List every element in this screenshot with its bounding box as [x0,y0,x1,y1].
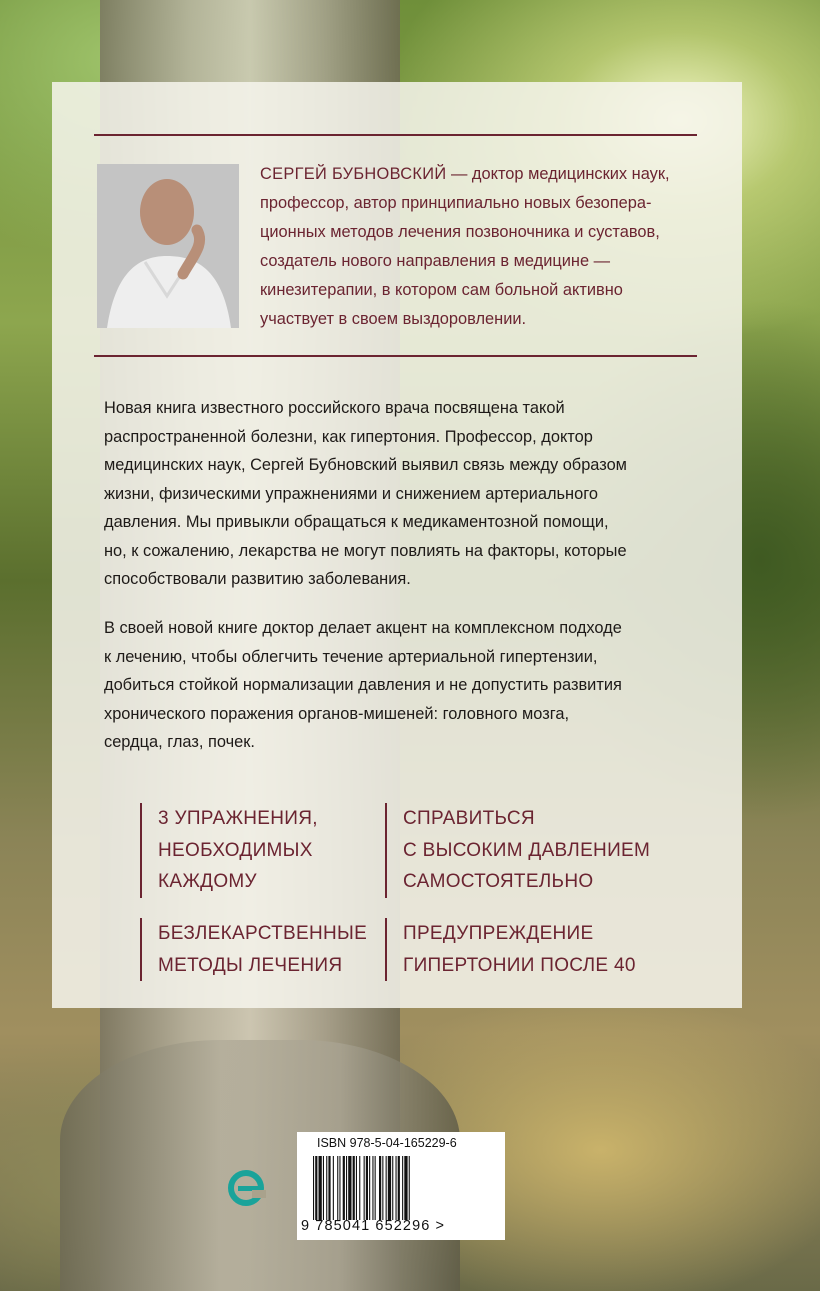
bio-line: участвует в своем выздоровлении. [260,310,527,328]
bio-line: — доктор медицинских наук, [446,165,670,183]
publisher-logo-icon [226,1168,266,1208]
barcode-bar [404,1156,407,1220]
paragraph-line: Новая книга известного российского врача посвящена такой [104,399,565,417]
barcode-bar [323,1156,324,1220]
description-paragraph-1 [104,394,714,594]
paragraph-line: способствовали развитию заболевания. [104,570,411,588]
paragraph-line: медицинских наук, Сергей Бубновский выявил связь между образом [104,456,627,474]
feature-prevention [385,918,636,981]
paragraph-line: добиться стойкой нормализации давления и не допустить развития [104,676,622,694]
barcode-bar [333,1156,334,1220]
barcode-bars [313,1156,491,1220]
barcode-bar [372,1156,373,1220]
paragraph-line: В своей новой книге доктор делает акцент на комплексном подходе [104,619,622,637]
barcode-bar [409,1156,410,1220]
author-photo [97,164,239,328]
feature-line: БЕЗЛЕКАРСТВЕННЫЕ [158,923,368,944]
bio-line: кинезитерапии, в котором сам больной активно [260,281,623,299]
barcode-bar [396,1156,397,1220]
bio-line: создатель нового направления в медицине — [260,252,611,270]
feature-line: ГИПЕРТОНИИ ПОСЛЕ 40 [403,954,636,976]
paragraph-line: распространенной болезни, как гипертония. Профессор, доктор [104,427,593,446]
barcode-bar [315,1156,317,1220]
barcode-bar [346,1156,347,1220]
barcode-bar [366,1156,368,1220]
barcode-bar [379,1156,381,1220]
feature-exercises [140,803,318,898]
barcode [297,1132,505,1240]
barcode-bar [348,1156,351,1220]
paragraph-line: к лечению, чтобы облегчить течение артериальной гипертензии, [104,647,598,666]
feature-line: САМОСТОЯТЕЛЬНО [403,871,594,892]
barcode-bar [356,1156,357,1220]
barcode-bar [369,1156,370,1220]
feature-line: СПРАВИТЬСЯ [403,808,535,829]
barcode-bar [313,1156,314,1220]
barcode-bar [326,1156,327,1220]
barcode-bar [328,1156,330,1220]
barcode-bar [343,1156,345,1220]
barcode-bar [353,1156,355,1220]
barcode-bar [359,1156,360,1220]
feature-line: НЕОБХОДИМЫХ [158,839,313,861]
paragraph-line: но, к сожалению, лекарства не могут повлиять на факторы, которые [104,541,627,560]
barcode-bar [337,1156,338,1220]
isbn-text: ISBN 978-5-04-165229-6 [317,1136,457,1150]
barcode-bar [339,1156,340,1220]
bio-line: профессор, автор принципиально новых безопера- [260,194,652,212]
barcode-digits: 9 785041 652296 > [301,1218,446,1234]
feature-line: ПРЕДУПРЕЖДЕНИЕ [403,923,594,944]
barcode-bar [398,1156,400,1220]
description-paragraph-2 [104,614,714,757]
author-name: СЕРГЕЙ БУБНОВСКИЙ [260,165,447,183]
feature-line: МЕТОДЫ ЛЕЧЕНИЯ [158,954,343,976]
bio-line: ционных методов лечения позвоночника и суставов, [260,223,660,241]
barcode-bar [392,1156,393,1220]
paragraph-line: жизни, физическими упражнениями и снижением артериального [104,484,598,503]
feature-line: С ВЫСОКИМ ДАВЛЕНИЕМ [403,839,651,861]
barcode-bar [319,1156,322,1220]
barcode-bar [388,1156,391,1220]
feature-line: 3 УПРАЖНЕНИЯ, [158,808,318,829]
author-bio [260,160,700,334]
paragraph-line: сердца, глаз, почек. [104,733,255,751]
barcode-bar [382,1156,383,1220]
top-divider [94,134,697,136]
paragraph-line: давления. Мы привыкли обращаться к медикаментозной помощи, [104,513,609,531]
bottom-divider [94,355,697,357]
paragraph-line: хронического поражения органов-мишеней: головного мозга, [104,704,570,723]
barcode-bar [402,1156,403,1220]
feature-self-help [385,803,650,898]
barcode-bar [375,1156,376,1220]
feature-drug-free [140,918,367,981]
feature-line: КАЖДОМУ [158,871,257,892]
barcode-bar [364,1156,365,1220]
barcode-bar [386,1156,387,1220]
